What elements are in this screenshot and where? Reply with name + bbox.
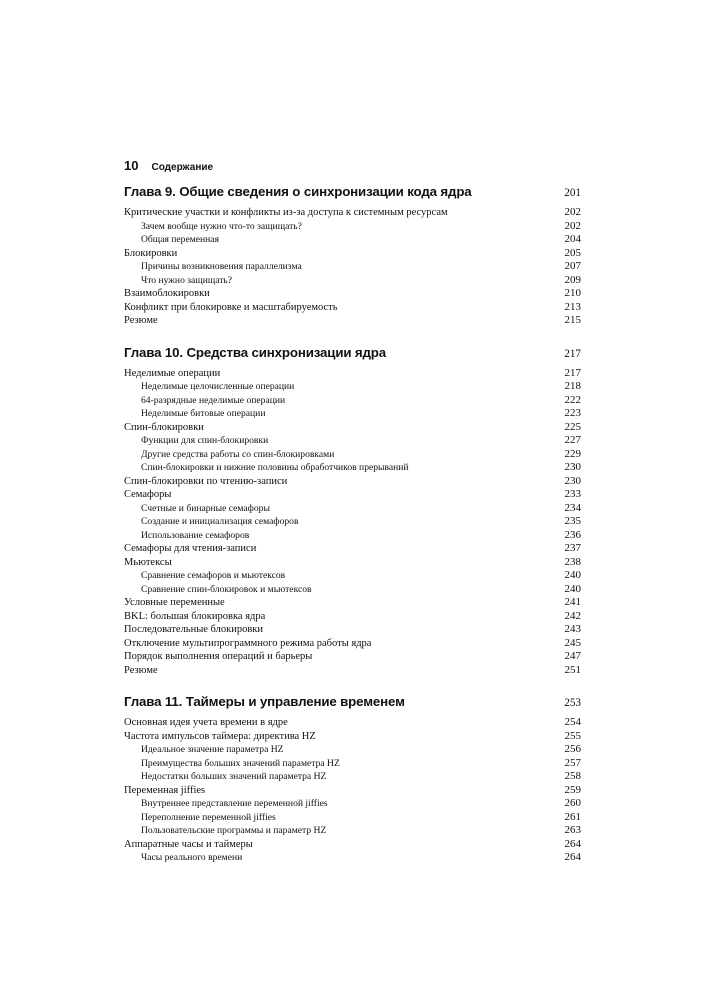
entry-page-number: 237 xyxy=(564,542,581,554)
entry-page-number: 213 xyxy=(564,300,581,313)
entry-page-number: 240 xyxy=(564,582,581,595)
toc-subsection-entry xyxy=(124,583,581,597)
toc-subsection-entry xyxy=(124,743,581,757)
entry-title: Аппаратные часы и таймеры xyxy=(124,838,253,850)
entry-page-number: 230 xyxy=(564,461,581,473)
chapter-page-number: 201 xyxy=(564,187,581,199)
toc-subsection-entry xyxy=(124,569,581,583)
entry-page-number: 230 xyxy=(564,474,581,487)
toc-subsection-entry xyxy=(124,380,581,394)
entry-page-number: 207 xyxy=(564,260,581,272)
entry-page-number: 205 xyxy=(564,246,581,259)
running-header xyxy=(124,158,581,174)
toc-subsection-entry xyxy=(124,461,581,475)
entry-page-number: 236 xyxy=(564,528,581,541)
toc-section-entry xyxy=(124,206,581,220)
entry-title: Пользовательские программы и параметр HZ xyxy=(141,825,327,836)
entry-title: Часы реального времени xyxy=(141,852,243,863)
entry-title: 64-разрядные неделимые операции xyxy=(141,394,286,406)
entry-title: BKL: большая блокировка ядра xyxy=(124,610,266,622)
entry-page-number: 202 xyxy=(564,219,581,232)
entry-page-number: 225 xyxy=(564,420,581,433)
entry-title: Внутреннее представление переменной jiffies xyxy=(141,798,328,809)
page-number: 10 xyxy=(124,158,139,173)
toc-section-entry xyxy=(124,421,581,435)
entry-title: Неделимые целочисленные операции xyxy=(141,381,295,392)
entry-page-number: 223 xyxy=(564,407,581,419)
toc-section-entry xyxy=(124,488,581,502)
entry-page-number: 217 xyxy=(564,366,581,379)
chapter-heading xyxy=(124,184,581,204)
entry-title: Частота импульсов таймера: директива HZ xyxy=(124,730,316,742)
entry-title: Общая переменная xyxy=(141,234,219,245)
entry-page-number: 261 xyxy=(564,810,581,823)
entry-page-number: 247 xyxy=(564,650,581,662)
toc-section-entry xyxy=(124,623,581,637)
toc-subsection-entry xyxy=(124,770,581,784)
entry-page-number: 210 xyxy=(564,287,581,299)
toc-chapter xyxy=(124,345,581,678)
entry-title: Функции для спин-блокировки xyxy=(141,435,269,446)
entry-page-number: 241 xyxy=(564,596,581,608)
entry-page-number: 256 xyxy=(564,743,581,755)
toc-subsection-entry xyxy=(124,811,581,825)
entry-page-number: 259 xyxy=(564,783,581,796)
entry-title: Идеальное значение параметра HZ xyxy=(141,744,284,755)
entry-page-number: 264 xyxy=(564,851,581,863)
chapter-title: Глава 9. Общие сведения о синхронизации кода ядра xyxy=(124,184,472,199)
toc-subsection-entry xyxy=(124,529,581,543)
toc-chapter xyxy=(124,694,581,865)
toc-subsection-entry xyxy=(124,434,581,448)
toc-subsection-entry xyxy=(124,394,581,408)
toc-subsection-entry xyxy=(124,407,581,421)
entry-title: Порядок выполнения операций и барьеры xyxy=(124,651,313,662)
toc-subsection-entry xyxy=(124,233,581,247)
entry-title: Семафоры xyxy=(124,489,172,500)
entry-title: Мьютексы xyxy=(124,556,172,568)
entry-page-number: 202 xyxy=(564,206,581,218)
entry-page-number: 233 xyxy=(564,488,581,500)
toc-section-entry xyxy=(124,650,581,664)
entry-page-number: 204 xyxy=(564,233,581,245)
entry-page-number: 209 xyxy=(564,273,581,286)
entry-title: Критические участки и конфликты из-за доступа к системным ресурсам xyxy=(124,207,448,218)
entry-title: Резюме xyxy=(124,664,158,676)
toc-section-entry xyxy=(124,664,581,678)
entry-page-number: 222 xyxy=(564,393,581,406)
entry-title: Последовательные блокировки xyxy=(124,624,264,635)
toc-chapter xyxy=(124,184,581,328)
toc-subsection-entry xyxy=(124,502,581,516)
toc-subsection-entry xyxy=(124,274,581,288)
entry-page-number: 257 xyxy=(564,756,581,769)
entry-page-number: 251 xyxy=(564,663,581,676)
entry-title: Основная идея учета времени в ядре xyxy=(124,717,288,728)
toc-section-entry xyxy=(124,475,581,489)
toc-section-entry xyxy=(124,301,581,315)
toc-section-entry xyxy=(124,596,581,610)
entry-title: Использование семафоров xyxy=(141,529,250,541)
toc-section-entry xyxy=(124,287,581,301)
entry-title: Другие средства работы со спин-блокировками xyxy=(141,448,335,460)
toc-section-entry xyxy=(124,556,581,570)
entry-title: Спин-блокировки и нижние половины обработчиков прерываний xyxy=(141,462,409,473)
entry-title: Причины возникновения параллелизма xyxy=(141,261,302,272)
entry-title: Конфликт при блокировке и масштабируемость xyxy=(124,301,338,313)
entry-page-number: 218 xyxy=(564,380,581,392)
entry-title: Блокировки xyxy=(124,247,178,259)
toc-section-entry xyxy=(124,542,581,556)
entry-page-number: 243 xyxy=(564,623,581,635)
toc-section-entry xyxy=(124,784,581,798)
toc-section-entry xyxy=(124,610,581,624)
entry-page-number: 238 xyxy=(564,555,581,568)
toc-subsection-entry xyxy=(124,260,581,274)
toc-section-entry xyxy=(124,247,581,261)
entry-page-number: 264 xyxy=(564,837,581,850)
entry-title: Сравнение семафоров и мьютексов xyxy=(141,570,286,581)
entry-title: Создание и инициализация семафоров xyxy=(141,516,299,527)
entry-page-number: 263 xyxy=(564,824,581,836)
toc-subsection-entry xyxy=(124,220,581,234)
entry-page-number: 258 xyxy=(564,770,581,782)
chapter-title: Глава 11. Таймеры и управление временем xyxy=(124,694,405,709)
entry-page-number: 240 xyxy=(564,569,581,581)
toc-section-entry xyxy=(124,637,581,651)
entry-title: Взаимоблокировки xyxy=(124,288,210,299)
entry-page-number: 260 xyxy=(564,797,581,809)
toc-subsection-entry xyxy=(124,797,581,811)
toc-subsection-entry xyxy=(124,448,581,462)
toc-subsection-entry xyxy=(124,851,581,865)
toc-section-entry xyxy=(124,367,581,381)
entry-page-number: 255 xyxy=(564,729,581,742)
toc-subsection-entry xyxy=(124,824,581,838)
toc-section-entry xyxy=(124,716,581,730)
toc-page xyxy=(124,158,581,882)
entry-title: Спин-блокировки по чтению-записи xyxy=(124,475,288,487)
toc-subsection-entry xyxy=(124,757,581,771)
entry-title: Преимущества больших значений параметра HZ xyxy=(141,757,340,769)
entry-title: Сравнение спин-блокировок и мьютексов xyxy=(141,583,312,595)
table-of-contents xyxy=(124,184,581,865)
entry-page-number: 235 xyxy=(564,515,581,527)
entry-title: Счетные и бинарные семафоры xyxy=(141,502,270,514)
entry-title: Переменная jiffies xyxy=(124,784,206,796)
entry-title: Переполнение переменной jiffies xyxy=(141,811,276,823)
entry-page-number: 227 xyxy=(564,434,581,446)
entry-page-number: 229 xyxy=(564,447,581,460)
entry-title: Семафоры для чтения-записи xyxy=(124,543,257,554)
toc-subsection-entry xyxy=(124,515,581,529)
running-header-title: Содержание xyxy=(151,162,214,173)
toc-section-entry xyxy=(124,730,581,744)
toc-section-entry xyxy=(124,314,581,328)
chapter-heading xyxy=(124,345,581,365)
entry-page-number: 245 xyxy=(564,636,581,649)
entry-title: Неделимые операции xyxy=(124,367,221,379)
entry-title: Условные переменные xyxy=(124,597,225,608)
chapter-page-number: 217 xyxy=(564,347,581,360)
toc-section-entry xyxy=(124,838,581,852)
entry-page-number: 234 xyxy=(564,501,581,514)
entry-title: Зачем вообще нужно что-то защищать? xyxy=(141,220,302,232)
entry-title: Недостатки больших значений параметра HZ xyxy=(141,771,327,782)
chapter-page-number: 253 xyxy=(564,697,581,709)
entry-page-number: 254 xyxy=(564,716,581,728)
entry-page-number: 242 xyxy=(564,609,581,622)
entry-page-number: 215 xyxy=(564,314,581,326)
entry-title: Что нужно защищать? xyxy=(141,274,233,286)
entry-title: Отключение мультипрограммного режима работы ядра xyxy=(124,637,372,649)
entry-title: Резюме xyxy=(124,315,158,326)
entry-title: Неделимые битовые операции xyxy=(141,408,266,419)
chapter-title: Глава 10. Средства синхронизации ядра xyxy=(124,344,387,360)
chapter-heading xyxy=(124,694,581,714)
entry-title: Спин-блокировки xyxy=(124,421,204,433)
